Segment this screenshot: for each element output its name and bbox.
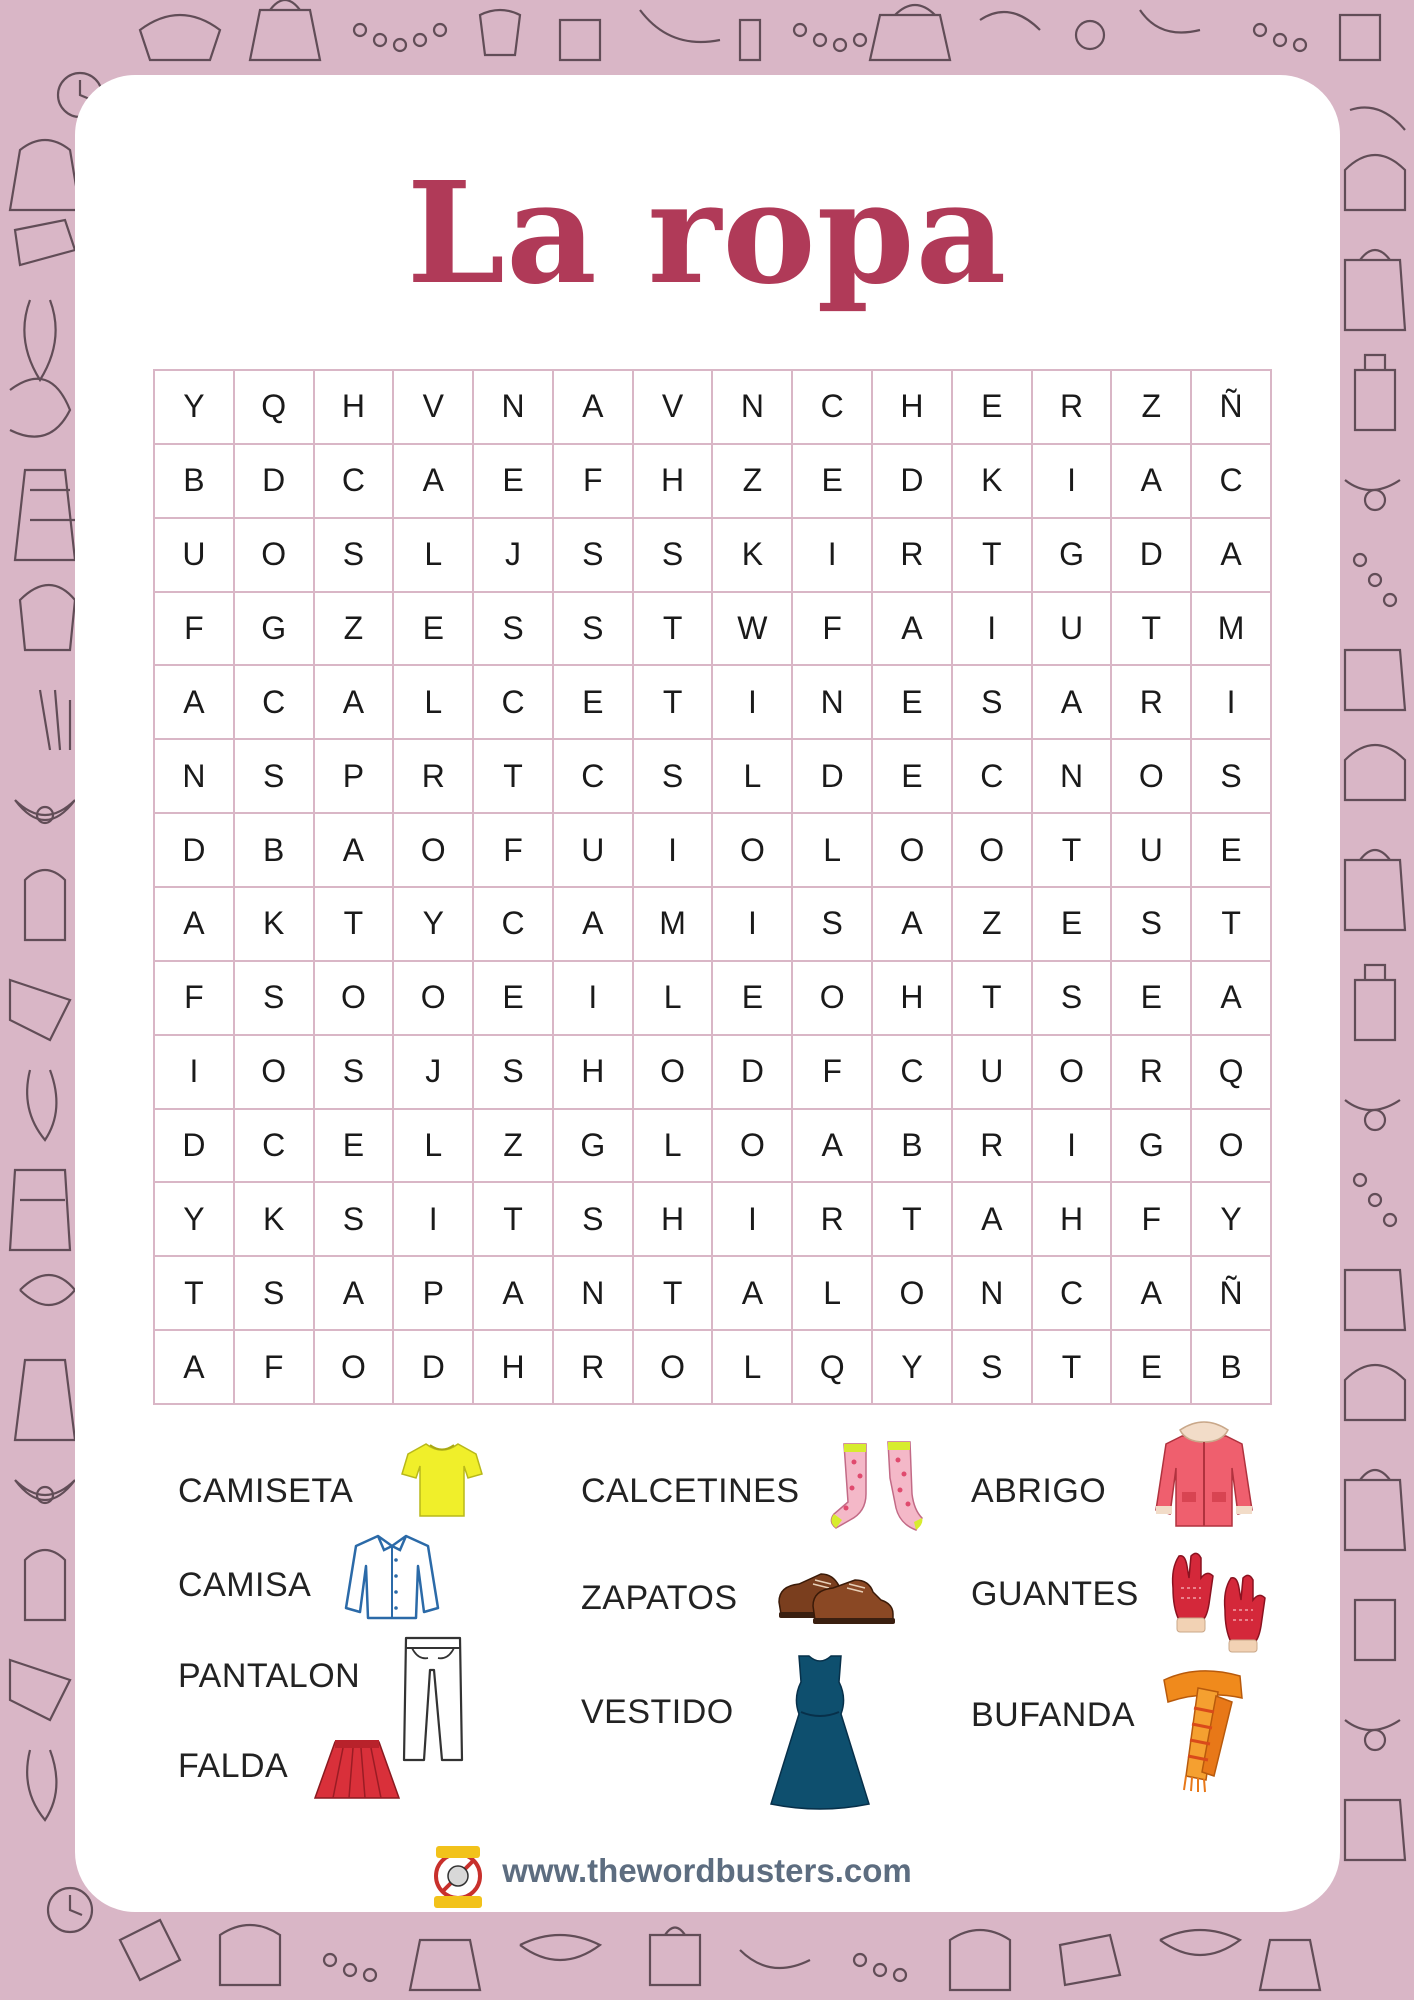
grid-cell: A — [315, 666, 395, 740]
shirt-icon — [342, 1530, 442, 1622]
grid-cell: O — [1112, 740, 1192, 814]
grid-cell: T — [953, 962, 1033, 1036]
trousers-icon — [398, 1634, 468, 1764]
grid-cell: H — [634, 1183, 714, 1257]
grid-cell: T — [1112, 593, 1192, 667]
grid-cell: S — [315, 1036, 395, 1110]
grid-cell: A — [394, 445, 474, 519]
grid-cell: H — [554, 1036, 634, 1110]
grid-cell: T — [1033, 814, 1113, 888]
grid-cell: I — [1033, 1110, 1113, 1184]
grid-cell: S — [634, 740, 714, 814]
grid-cell: S — [953, 1331, 1033, 1405]
grid-cell: S — [1192, 740, 1272, 814]
grid-cell: S — [634, 519, 714, 593]
grid-cell: T — [315, 888, 395, 962]
grid-cell: E — [474, 445, 554, 519]
grid-cell: I — [1033, 445, 1113, 519]
grid-cell: A — [155, 1331, 235, 1405]
grid-cell: C — [554, 740, 634, 814]
grid-cell: I — [713, 888, 793, 962]
word-guantes: GUANTES — [971, 1575, 1139, 1613]
grid-cell: T — [634, 593, 714, 667]
grid-cell: T — [1192, 888, 1272, 962]
word-zapatos: ZAPATOS — [581, 1579, 738, 1617]
grid-cell: F — [793, 593, 873, 667]
grid-cell: Z — [474, 1110, 554, 1184]
grid-cell: L — [793, 814, 873, 888]
grid-cell: L — [713, 1331, 793, 1405]
grid-cell: F — [554, 445, 634, 519]
grid-cell: K — [953, 445, 1033, 519]
socks-icon — [826, 1438, 930, 1534]
grid-cell: R — [873, 519, 953, 593]
grid-cell: K — [713, 519, 793, 593]
grid-cell: B — [155, 445, 235, 519]
grid-cell: E — [873, 666, 953, 740]
grid-cell: R — [394, 740, 474, 814]
grid-cell: I — [793, 519, 873, 593]
grid-cell: A — [873, 593, 953, 667]
grid-cell: B — [1192, 1331, 1272, 1405]
grid-cell: T — [873, 1183, 953, 1257]
grid-cell: I — [713, 1183, 793, 1257]
grid-cell: G — [554, 1110, 634, 1184]
grid-cell: B — [873, 1110, 953, 1184]
grid-cell: A — [474, 1257, 554, 1331]
grid-cell: S — [1033, 962, 1113, 1036]
grid-cell: I — [394, 1183, 474, 1257]
grid-cell: D — [155, 814, 235, 888]
grid-cell: F — [474, 814, 554, 888]
grid-cell: S — [235, 962, 315, 1036]
shoes-icon — [773, 1558, 899, 1626]
grid-cell: A — [1192, 962, 1272, 1036]
grid-cell: A — [155, 666, 235, 740]
grid-cell: D — [394, 1331, 474, 1405]
footer-url[interactable]: www.thewordbusters.com — [502, 1852, 912, 1889]
grid-cell: E — [1033, 888, 1113, 962]
grid-cell: O — [394, 814, 474, 888]
grid-cell: N — [793, 666, 873, 740]
grid-cell: Q — [793, 1331, 873, 1405]
grid-cell: A — [713, 1257, 793, 1331]
word-camisa: CAMISA — [178, 1566, 312, 1604]
grid-cell: L — [394, 519, 474, 593]
grid-cell: R — [1112, 666, 1192, 740]
grid-cell: S — [235, 740, 315, 814]
grid-cell: L — [394, 666, 474, 740]
gloves-icon — [1163, 1548, 1275, 1654]
grid-cell: E — [394, 593, 474, 667]
word-calcetines: CALCETINES — [581, 1472, 800, 1510]
word-bufanda: BUFANDA — [971, 1696, 1136, 1734]
grid-cell: A — [953, 1183, 1033, 1257]
grid-cell: H — [873, 962, 953, 1036]
grid-cell: A — [873, 888, 953, 962]
grid-cell: N — [554, 1257, 634, 1331]
grid-cell: W — [713, 593, 793, 667]
grid-cell: T — [953, 519, 1033, 593]
grid-cell: K — [235, 1183, 315, 1257]
grid-cell: H — [873, 371, 953, 445]
grid-cell: I — [554, 962, 634, 1036]
grid-cell: A — [315, 1257, 395, 1331]
grid-cell: S — [235, 1257, 315, 1331]
grid-cell: U — [155, 519, 235, 593]
word-pantalon: PANTALON — [178, 1657, 361, 1695]
grid-cell: I — [155, 1036, 235, 1110]
grid-cell: O — [953, 814, 1033, 888]
grid-cell: C — [474, 888, 554, 962]
grid-cell: T — [155, 1257, 235, 1331]
grid-cell: F — [155, 962, 235, 1036]
grid-cell: D — [1112, 519, 1192, 593]
grid-cell: D — [873, 445, 953, 519]
grid-cell: T — [474, 740, 554, 814]
grid-cell: O — [1192, 1110, 1272, 1184]
skirt-icon — [313, 1738, 401, 1804]
grid-cell: R — [554, 1331, 634, 1405]
grid-cell: O — [873, 1257, 953, 1331]
grid-cell: S — [554, 1183, 634, 1257]
grid-cell: C — [873, 1036, 953, 1110]
grid-cell: C — [953, 740, 1033, 814]
grid-cell: O — [394, 962, 474, 1036]
grid-cell: C — [1192, 445, 1272, 519]
grid-cell: C — [793, 371, 873, 445]
grid-cell: Y — [155, 371, 235, 445]
grid-cell: N — [155, 740, 235, 814]
grid-cell: A — [793, 1110, 873, 1184]
coat-icon — [1152, 1420, 1256, 1532]
grid-cell: C — [474, 666, 554, 740]
grid-cell: U — [1112, 814, 1192, 888]
grid-cell: N — [474, 371, 554, 445]
grid-cell: D — [155, 1110, 235, 1184]
grid-cell: A — [155, 888, 235, 962]
grid-cell: E — [953, 371, 1033, 445]
grid-cell: Y — [155, 1183, 235, 1257]
grid-cell: Z — [713, 445, 793, 519]
grid-cell: C — [315, 445, 395, 519]
grid-cell: Z — [1112, 371, 1192, 445]
grid-cell: P — [315, 740, 395, 814]
grid-cell: A — [1192, 519, 1272, 593]
grid-cell: O — [235, 519, 315, 593]
grid-cell: V — [634, 371, 714, 445]
grid-cell: I — [1192, 666, 1272, 740]
page-title: La ropa — [406, 152, 1008, 316]
grid-cell: E — [315, 1110, 395, 1184]
grid-cell: E — [793, 445, 873, 519]
grid-cell: E — [554, 666, 634, 740]
grid-cell: O — [713, 814, 793, 888]
grid-cell: R — [953, 1110, 1033, 1184]
grid-cell: F — [1112, 1183, 1192, 1257]
grid-cell: E — [1192, 814, 1272, 888]
grid-cell: D — [713, 1036, 793, 1110]
grid-cell: S — [315, 519, 395, 593]
grid-cell: A — [1033, 666, 1113, 740]
grid-cell: H — [315, 371, 395, 445]
grid-cell: A — [554, 888, 634, 962]
word-abrigo: ABRIGO — [971, 1472, 1107, 1510]
grid-cell: G — [235, 593, 315, 667]
grid-cell: U — [953, 1036, 1033, 1110]
grid-cell: Ñ — [1192, 371, 1272, 445]
grid-cell: L — [793, 1257, 873, 1331]
scarf-icon — [1158, 1668, 1248, 1794]
grid-cell: I — [634, 814, 714, 888]
grid-cell: F — [235, 1331, 315, 1405]
grid-cell: M — [1192, 593, 1272, 667]
grid-cell: G — [1033, 519, 1113, 593]
grid-cell: R — [1033, 371, 1113, 445]
grid-cell: O — [634, 1036, 714, 1110]
dress-icon — [765, 1652, 875, 1812]
grid-cell: Y — [1192, 1183, 1272, 1257]
word-falda: FALDA — [178, 1747, 289, 1785]
grid-cell: E — [1112, 962, 1192, 1036]
grid-cell: R — [1112, 1036, 1192, 1110]
grid-cell: O — [713, 1110, 793, 1184]
grid-cell: V — [394, 371, 474, 445]
grid-cell: A — [1112, 445, 1192, 519]
grid-cell: J — [474, 519, 554, 593]
grid-cell: Ñ — [1192, 1257, 1272, 1331]
grid-cell: U — [1033, 593, 1113, 667]
grid-cell: O — [235, 1036, 315, 1110]
grid-cell: T — [474, 1183, 554, 1257]
grid-cell: T — [1033, 1331, 1113, 1405]
grid-cell: N — [713, 371, 793, 445]
grid-cell: N — [953, 1257, 1033, 1331]
grid-cell: R — [793, 1183, 873, 1257]
grid-cell: Z — [315, 593, 395, 667]
grid-cell: K — [235, 888, 315, 962]
grid-cell: B — [235, 814, 315, 888]
grid-cell: O — [315, 962, 395, 1036]
grid-cell: L — [713, 740, 793, 814]
grid-cell: E — [1112, 1331, 1192, 1405]
grid-cell: P — [394, 1257, 474, 1331]
grid-cell: O — [793, 962, 873, 1036]
word-camiseta: CAMISETA — [178, 1472, 354, 1510]
grid-cell: M — [634, 888, 714, 962]
grid-cell: L — [634, 1110, 714, 1184]
grid-cell: E — [713, 962, 793, 1036]
grid-cell: Q — [235, 371, 315, 445]
grid-cell: S — [554, 519, 634, 593]
grid-cell: U — [554, 814, 634, 888]
grid-cell: C — [1033, 1257, 1113, 1331]
grid-cell: F — [793, 1036, 873, 1110]
grid-cell: H — [474, 1331, 554, 1405]
grid-cell: A — [554, 371, 634, 445]
grid-cell: D — [235, 445, 315, 519]
grid-cell: E — [474, 962, 554, 1036]
grid-cell: S — [554, 593, 634, 667]
grid-cell: S — [474, 593, 554, 667]
grid-cell: S — [315, 1183, 395, 1257]
grid-cell: Y — [394, 888, 474, 962]
grid-cell: I — [713, 666, 793, 740]
grid-cell: A — [1112, 1257, 1192, 1331]
grid-cell: Y — [873, 1331, 953, 1405]
word-vestido: VESTIDO — [581, 1693, 734, 1731]
grid-cell: O — [1033, 1036, 1113, 1110]
grid-cell: S — [1112, 888, 1192, 962]
grid-cell: O — [634, 1331, 714, 1405]
grid-cell: O — [315, 1331, 395, 1405]
grid-cell: S — [793, 888, 873, 962]
grid-cell: A — [315, 814, 395, 888]
grid-cell: N — [1033, 740, 1113, 814]
grid-cell: S — [953, 666, 1033, 740]
grid-cell: C — [235, 1110, 315, 1184]
letter-grid — [153, 369, 1272, 1405]
grid-cell: Q — [1192, 1036, 1272, 1110]
t-shirt-icon — [400, 1440, 484, 1520]
grid-cell: I — [953, 593, 1033, 667]
grid-cell: L — [394, 1110, 474, 1184]
grid-cell: T — [634, 1257, 714, 1331]
grid-cell: H — [634, 445, 714, 519]
grid-cell: O — [873, 814, 953, 888]
grid-cell: C — [235, 666, 315, 740]
grid-cell: L — [634, 962, 714, 1036]
grid-cell: T — [634, 666, 714, 740]
grid-cell: E — [873, 740, 953, 814]
grid-cell: Z — [953, 888, 1033, 962]
grid-cell: G — [1112, 1110, 1192, 1184]
grid-cell: F — [155, 593, 235, 667]
grid-cell: D — [793, 740, 873, 814]
grid-cell: H — [1033, 1183, 1113, 1257]
grid-cell: J — [394, 1036, 474, 1110]
grid-cell: S — [474, 1036, 554, 1110]
